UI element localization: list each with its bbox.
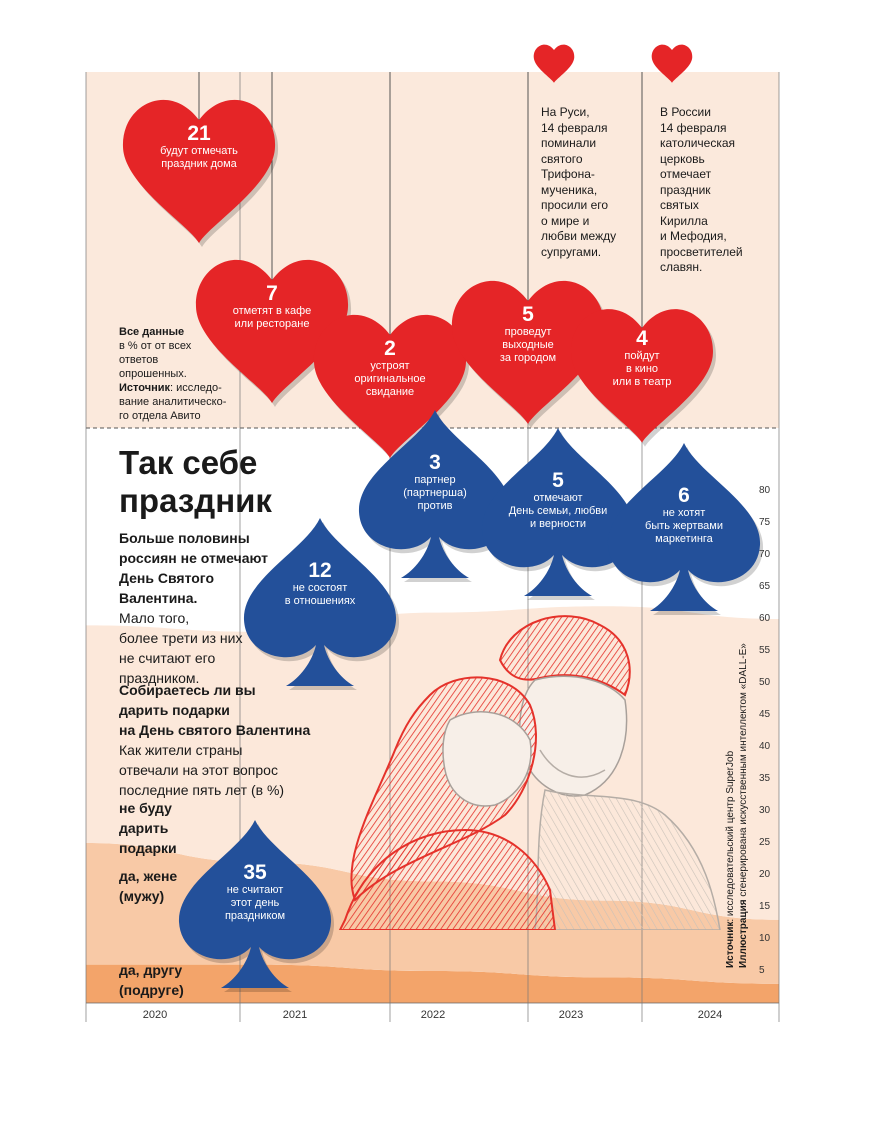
vertical-source — [724, 643, 750, 968]
series-name-friend: да, другу (подруге) — [119, 962, 184, 998]
heart-text-line: устроят — [370, 360, 410, 372]
history-note-rus — [541, 105, 636, 260]
y-tick-label: 80 — [759, 485, 771, 496]
y-tick-label: 70 — [759, 549, 771, 560]
history-rus-line: супругами. — [541, 244, 602, 259]
x-tick-label: 2020 — [142, 1009, 168, 1021]
spade-text-line: этот день — [230, 897, 280, 909]
history-rus-line: На Руси, — [541, 105, 590, 119]
question-text-line: Как жители страны — [119, 742, 243, 758]
series-label-friend — [119, 960, 209, 1000]
x-tick-label: 2022 — [420, 1009, 446, 1021]
note-text-1: в % от от всех ответов опрошенных. — [119, 340, 192, 380]
heart-text-line: выходные — [502, 339, 554, 351]
heart-value: 5 — [522, 303, 534, 326]
spade-text-line: партнер — [414, 474, 456, 486]
x-tick-label: 2024 — [697, 1009, 723, 1021]
spade-label — [250, 560, 390, 608]
y-tick-label: 5 — [759, 965, 765, 976]
history-rus-line: просили его — [541, 198, 609, 212]
spade-text-line: (партнерша) — [403, 487, 467, 499]
lead-bold-line: россиян не отмечают — [119, 550, 268, 566]
heart-value: 2 — [384, 337, 396, 360]
history-russia-line: просветителей — [660, 244, 743, 259]
heart-label — [202, 283, 342, 331]
history-russia-line: праздник — [660, 182, 711, 197]
history-russia-line: церковь — [660, 151, 705, 166]
heart-text-line: оригинальное — [354, 373, 426, 385]
heart-text-line: свидание — [365, 386, 415, 398]
note-text-2: : исследо-вание аналитическо-го отдела Авито — [119, 382, 227, 422]
y-tick-label: 35 — [759, 773, 771, 784]
y-tick-label: 65 — [759, 581, 771, 592]
history-rus-line: о мире и — [541, 213, 590, 228]
heart-value: 4 — [636, 327, 648, 350]
lead-text-line: праздником. — [119, 670, 200, 686]
spade-value: 12 — [308, 559, 332, 582]
y-tick-label: 55 — [759, 645, 771, 656]
spade-label — [185, 862, 325, 923]
spade-value: 3 — [429, 451, 441, 474]
question-text-line: отвечали на этот вопрос — [119, 762, 278, 778]
history-russia-line: 14 февраля — [660, 120, 727, 135]
history-rus-line: любви между — [541, 229, 617, 243]
spade-text-line: быть жертвами — [645, 520, 723, 532]
y-tick-label: 20 — [759, 869, 771, 880]
y-tick-label: 45 — [759, 709, 771, 720]
lead-text-line: не считают его — [119, 650, 216, 666]
note-bold-1: Все данные — [119, 326, 185, 338]
history-note-russia — [660, 105, 760, 276]
y-tick-label: 10 — [759, 933, 771, 944]
title-line-1: Так себе — [119, 444, 258, 481]
lead-text-line: Мало того, — [119, 610, 190, 626]
y-tick-label: 15 — [759, 901, 771, 912]
series-label-no-gifts — [119, 798, 209, 858]
history-russia-line: Кирилла — [660, 213, 708, 228]
note-bold-2: Источник — [119, 382, 171, 394]
history-rus-line: 14 февраля — [541, 120, 608, 135]
chart-question — [119, 680, 319, 800]
history-rus-line: Трифона- — [541, 167, 595, 181]
heart-text-line: будут отмечать — [160, 145, 238, 157]
spade-text-line: не считают — [226, 884, 284, 896]
spade-text-line: не состоят — [292, 582, 348, 594]
heart-value: 7 — [266, 282, 278, 305]
heart-text-line: проведут — [504, 326, 552, 338]
history-rus-line: святого — [541, 151, 583, 166]
spade-text-line: в отношениях — [284, 595, 356, 607]
spade-text-line: не хотят — [662, 507, 706, 519]
y-tick-label: 40 — [759, 741, 771, 752]
series-name-spouse: да, жене (мужу) — [119, 868, 178, 904]
heart-text-line: или ресторане — [234, 318, 310, 330]
spade-label — [365, 452, 505, 513]
data-note — [119, 325, 229, 423]
history-rus-line: поминали — [541, 136, 597, 150]
history-russia-line: и Мефодия, — [660, 229, 727, 243]
lead-bold-line: Валентина. — [119, 590, 198, 606]
spade-text-line: праздником — [224, 910, 286, 922]
couple-illustration — [335, 600, 725, 930]
y-tick-label: 75 — [759, 517, 771, 528]
illustration-text: сгенерирована искусственным интеллектом «DALL-E» — [738, 643, 749, 900]
heart-text-line: за городом — [499, 352, 557, 364]
spade-value: 6 — [678, 484, 690, 507]
question-text-line: последние пять лет (в %) — [119, 782, 285, 798]
spade-text-line: маркетинга — [655, 533, 713, 545]
source-text: : исследовательский центр SuperJob — [725, 750, 736, 922]
heart-text-line: отметят в кафе — [232, 305, 312, 317]
spade-text-line: против — [417, 500, 453, 512]
spade-label — [614, 485, 754, 546]
question-bold-line: дарить подарки — [119, 702, 230, 718]
y-tick-label: 25 — [759, 837, 771, 848]
source-bold: Источник — [725, 921, 736, 968]
y-tick-label: 30 — [759, 805, 771, 816]
lead-text-line: более трети из них — [119, 630, 243, 646]
page-title — [119, 444, 339, 520]
heart-label — [129, 123, 269, 171]
heart-text-line: праздник дома — [161, 158, 237, 170]
spade-value: 35 — [243, 861, 267, 884]
heart-value: 21 — [187, 122, 211, 145]
x-tick-label: 2023 — [558, 1009, 584, 1021]
spade-value: 5 — [552, 469, 564, 492]
question-bold-line: Собираетесь ли вы — [119, 682, 256, 698]
history-russia-line: В России — [660, 105, 711, 119]
x-tick-label: 2021 — [282, 1009, 308, 1021]
heart-label — [320, 338, 460, 399]
history-russia-line: отмечает — [660, 167, 712, 181]
series-name-no-gifts: не буду дарить подарки — [119, 800, 177, 856]
title-line-2: праздник — [119, 482, 272, 519]
heart-text-line: в кино — [625, 363, 659, 375]
heart-text-line: пойдут — [624, 350, 660, 362]
history-russia-line: святых — [660, 198, 699, 212]
illustration-bold: Иллюстрация — [738, 899, 749, 968]
y-tick-label: 60 — [759, 613, 771, 624]
history-rus-line: мученика, — [541, 182, 598, 197]
y-tick-label: 50 — [759, 677, 771, 688]
spade-text-line: и верности — [529, 518, 587, 530]
lead-paragraph — [119, 528, 289, 688]
heart-label — [572, 328, 712, 389]
heart-text-line: или в театр — [612, 376, 672, 388]
spade-text-line: отмечают — [533, 492, 583, 504]
spade-label — [488, 470, 628, 531]
lead-bold-line: День Святого — [119, 570, 215, 586]
history-russia-line: славян. — [660, 260, 703, 274]
history-russia-line: католическая — [660, 136, 736, 150]
question-bold-line: на День святого Валентина — [119, 722, 311, 738]
spade-text-line: День семьи, любви — [508, 505, 608, 517]
lead-bold-line: Больше половины — [119, 530, 250, 546]
